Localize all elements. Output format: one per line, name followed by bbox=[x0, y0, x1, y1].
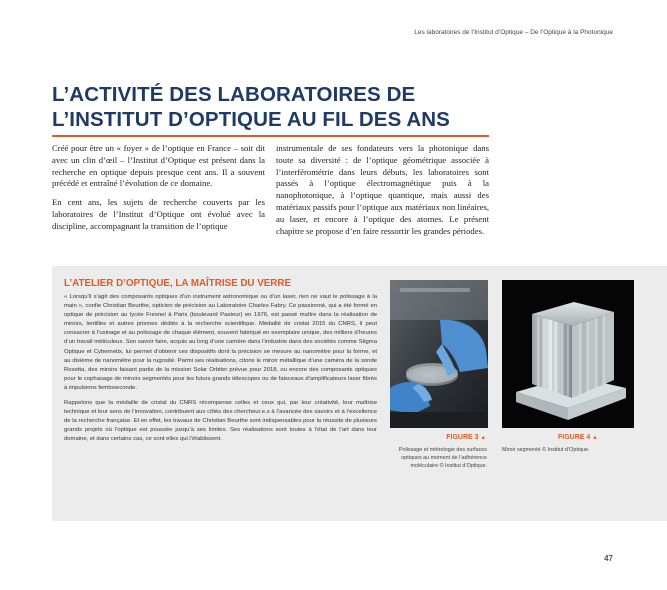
title-underline bbox=[52, 135, 489, 137]
page-title: L’ACTIVITÉ DES LABORATOIRES DE L’INSTITUT D’OPTIQUE AU FIL DES ANS bbox=[52, 83, 450, 131]
body-paragraph: En cent ans, les sujets de recherche couverts par les laboratoires de l’Institut d’Optique ont évolué avec la discipline, accompagnant la transition de l’optique bbox=[52, 197, 265, 231]
figure-3-label-text: FIGURE 3 bbox=[446, 434, 479, 441]
figure-4-label-text: FIGURE 4 bbox=[558, 434, 591, 441]
running-head: Les laboratoires de l’Institut d’Optique – De l’Optique à la Photonique bbox=[414, 29, 613, 36]
body-paragraph: Créé pour être un « foyer » de l’optique en France – soit dit avec un clin d’œil – l’Institut d’Optique est présent dans la recherche en optique depuis presque cent ans. Il a souvent précédé et entraîné l’évolution de ce domaine. bbox=[52, 143, 265, 189]
figure-4-label bbox=[558, 434, 598, 441]
sidebar-box-title: L’ATELIER D’OPTIQUE, LA MAÎTRISE DU VERRE bbox=[64, 278, 291, 289]
figure-3-caption: Polissage et métrologie des surfaces optiques au moment de l’adhérence moléculaire © Institut d’Optique. bbox=[398, 447, 487, 469]
page-number: 47 bbox=[604, 554, 613, 563]
figure-4-caption: Miroir segmenté © Institut d’Optique. bbox=[502, 447, 590, 453]
triangle-up-icon: ▲ bbox=[592, 435, 598, 441]
body-column-right bbox=[276, 143, 489, 244]
figure-3-label bbox=[446, 434, 486, 441]
figure-4-photo bbox=[502, 280, 634, 428]
body-paragraph: instrumentale de ses fondateurs vers la photonique dans toute sa diversité : de l’optique géométrique associée à l’interférométrie dans leurs débuts, les laboratoires sont passés à l’optique électromagnétique puis à la nanophotonique, à l’optique quantique, mais aussi des matériaux passifs pour l’optique aux matériaux non linéaires, au laser, et encore à l’optique des atomes. Le présent chapitre se propose d’en faire ressortir les grandes périodes. bbox=[276, 143, 489, 236]
sidebar-box-text bbox=[64, 293, 377, 451]
sidebar-paragraph: Rappelons que la médaille de cristal du CNRS récompense celles et ceux qui, par leur créativité, leur maîtrise technique et leur sens de l’innovation, contribuent aux côtés des chercheur.e.s à l’avancée des savoirs et à l’excellence de la recherche française. Et en effet, les travaux de Christian Beurthe sont indispensables pour la réussite de plusieurs grands projets où l’optique est poussée jusqu’à ses limites. Ses réalisations sont toutes à l’état de l’art dans leur domaine, et dans certains cas, ce sont elles qui l’établissent. bbox=[64, 400, 377, 443]
figure-3-photo bbox=[390, 280, 488, 428]
sidebar-paragraph: « Lorsqu’il s’agit des composants optiques d’un instrument astronomique ou d’un laser, rien ne vaut le polissage à la main », confie Christian Beurthe, opticien de précision au Laboratoire Charles Fabry. Ce passionné, qui a été formé en optique de précision au lycée Fresnel à Paris (boulevard Pasteur) en 1976, est passé maître dans la réalisation de miroirs, lentilles et autres prismes dédiés à la recherche scientifique. Médaillé de cristal 2015 du CNRS, il peut consacrer à l’usinage et au polissage de chaque élément, souvent fabriqué en exemplaire unique, des milliers d’heures d’un travail méticuleux. Son savoir faire, acquis au long d’une carrière dans l’industrie dans des sociétés comme Stigma Optique et Cybernetix, lui permet d’obtenir ces dispositifs dont la précision se mesure au nanomètre pour la forme, et au dixième de nanomètre pour la rugosité. Parmi ses réalisations, citons le miroir métallique d’une caméra de la sonde Rosetta, des miroirs faisant partie de la mission Solar Orbiter prévue pour 2018, ou encore des composants optiques pour le cophasage de miroirs segmentés pour les futurs grands télescopes ou de faisceaux d’amplificateurs laser fibrés à impulsions femtoseconde. bbox=[64, 294, 377, 391]
body-column-left bbox=[52, 143, 265, 240]
triangle-up-icon: ▲ bbox=[480, 435, 486, 441]
